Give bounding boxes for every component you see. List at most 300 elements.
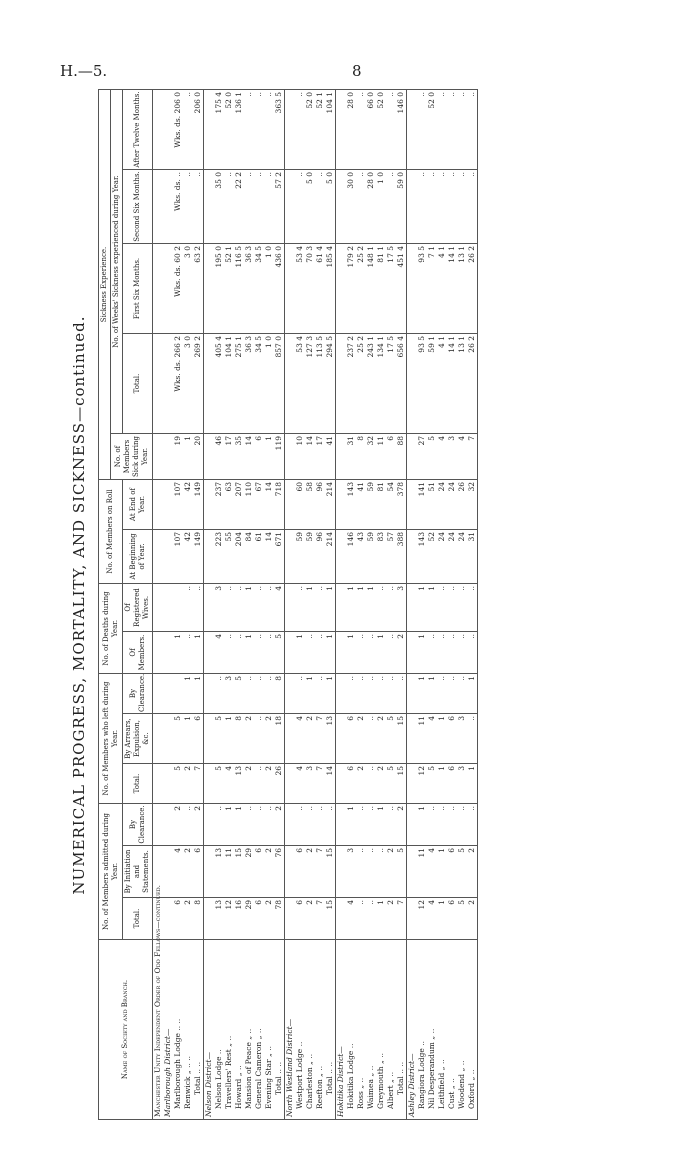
cell: .. [366, 804, 376, 846]
cell: 7 [467, 434, 478, 480]
cell: .. [315, 584, 325, 632]
cell: 4 [274, 584, 285, 632]
cell: 14 [325, 764, 336, 804]
section-row [163, 89, 173, 1119]
cell: 656 4 [396, 334, 407, 434]
cell [407, 170, 418, 244]
cell [407, 846, 418, 898]
row-label: Cust „ .. [447, 940, 457, 1120]
cell [336, 244, 347, 334]
cell: 14 [305, 434, 315, 480]
header-weeks-after: After Twelve Months. [123, 89, 153, 169]
cell: 1 [325, 632, 336, 674]
table-title: NUMERICAL PROGRESS, MORTALITY, AND SICKNESS—continued. [70, 315, 88, 895]
cell: 3 0 [183, 334, 193, 434]
cell [163, 898, 173, 940]
cell: .. [183, 584, 193, 632]
cell [153, 714, 164, 764]
cell [204, 89, 215, 169]
cell: .. [356, 674, 366, 714]
cell: 2 [193, 804, 204, 846]
cell: .. [264, 89, 274, 169]
cell: 4 [224, 764, 234, 804]
cell: 4 [427, 846, 437, 898]
cell: .. [254, 764, 264, 804]
cell: 35 [234, 434, 244, 480]
row-label: Manchester Unity Independent Order of Odd Fellows—continued. [153, 940, 164, 1120]
cell: 83 [376, 530, 386, 584]
cell: .. [356, 898, 366, 940]
cell: 7 [315, 846, 325, 898]
cell: 2 [264, 714, 274, 764]
cell: 35 0 [214, 170, 224, 244]
cell: 214 [325, 530, 336, 584]
cell: 24 [447, 530, 457, 584]
cell [204, 714, 215, 764]
cell: .. [305, 804, 315, 846]
cell: 4 1 [437, 244, 447, 334]
table-row [224, 89, 234, 1119]
cell: 53 4 [295, 334, 305, 434]
cell [204, 764, 215, 804]
cell: 3 [396, 584, 407, 632]
cell [407, 434, 418, 480]
cell: 1 [305, 674, 315, 714]
table-row [346, 89, 356, 1119]
row-label: Nil Desperandum „ .. [427, 940, 437, 1120]
cell [285, 714, 296, 764]
cell: 4 [427, 714, 437, 764]
cell [163, 804, 173, 846]
cell: 88 [396, 434, 407, 480]
cell: 12 [224, 898, 234, 940]
cell: 1 [346, 632, 356, 674]
cell: 8 [193, 898, 204, 940]
header-admitted-clearance: By Clearance. [123, 804, 153, 846]
cell: 78 [274, 898, 285, 940]
cell: 13 [214, 898, 224, 940]
cell [285, 530, 296, 584]
cell: .. [315, 804, 325, 846]
cell: 405 4 [214, 334, 224, 434]
cell: 718 [274, 480, 285, 530]
cell: .. [183, 632, 193, 674]
cell: .. [295, 674, 305, 714]
header-weeks-first: First Six Months. [123, 244, 153, 334]
cell: .. [386, 584, 396, 632]
cell: 36 3 [244, 244, 254, 334]
section-row [285, 89, 296, 1119]
cell: 41 [325, 434, 336, 480]
cell [336, 674, 347, 714]
row-label: Hokitika District— [336, 940, 347, 1120]
cell: 1 [356, 584, 366, 632]
cell: 24 [457, 530, 467, 584]
cell: 10 [295, 434, 305, 480]
cell [163, 584, 173, 632]
cell: .. [376, 674, 386, 714]
table-row [366, 89, 376, 1119]
cell: .. [305, 632, 315, 674]
cell: 15 [396, 764, 407, 804]
cell: 6 [346, 714, 356, 764]
cell: 207 [234, 480, 244, 530]
cell [336, 898, 347, 940]
cell: 6 [295, 846, 305, 898]
cell: 5 [214, 764, 224, 804]
cell: Wks. ds. 60 2 [173, 244, 183, 334]
cell: 1 [295, 632, 305, 674]
cell: 3 [214, 584, 224, 632]
cell: .. [376, 584, 386, 632]
cell [163, 244, 173, 334]
table-row [447, 89, 457, 1119]
cell: .. [447, 584, 457, 632]
cell: 179 2 [346, 244, 356, 334]
cell [285, 804, 296, 846]
cell: 5 [173, 714, 183, 764]
cell: .. [417, 89, 427, 169]
cell: 2 [183, 846, 193, 898]
cell: 2 [396, 632, 407, 674]
cell: .. [376, 846, 386, 898]
cell [153, 674, 164, 714]
cell: 6 [173, 898, 183, 940]
cell: 1 [173, 632, 183, 674]
cell: .. [437, 584, 447, 632]
cell [153, 334, 164, 434]
row-label: Hokitika Lodge .. [346, 940, 356, 1120]
cell: 31 [467, 530, 478, 584]
cell [285, 764, 296, 804]
cell: 671 [274, 530, 285, 584]
cell: 146 0 [396, 89, 407, 169]
cell: 81 [376, 480, 386, 530]
cell: 7 1 [427, 244, 437, 334]
cell: 3 [447, 434, 457, 480]
total-row [193, 89, 204, 1119]
cell: .. [254, 804, 264, 846]
cell [204, 846, 215, 898]
cell: 11 [417, 714, 427, 764]
cell [204, 244, 215, 334]
cell: .. [447, 170, 457, 244]
cell [407, 584, 418, 632]
cell: 1 [183, 714, 193, 764]
cell: 1 [224, 804, 234, 846]
cell: 243 1 [366, 334, 376, 434]
cell: 116 5 [234, 244, 244, 334]
cell: 6 [193, 714, 204, 764]
total-row [396, 89, 407, 1119]
cell: .. [264, 170, 274, 244]
cell: .. [254, 170, 264, 244]
cell: 204 [234, 530, 244, 584]
cell: 31 [346, 434, 356, 480]
cell: 3 0 [183, 244, 193, 334]
cell [163, 714, 173, 764]
row-label: Ashley District— [407, 940, 418, 1120]
cell: .. [366, 714, 376, 764]
cell: 1 [437, 714, 447, 764]
cell: .. [437, 89, 447, 169]
row-label: Reefton „ .. [315, 940, 325, 1120]
cell: 32 [467, 480, 478, 530]
cell: 7 [396, 898, 407, 940]
cell: 24 [447, 480, 457, 530]
cell: Wks. ds. 206 0 [173, 89, 183, 169]
table-row [427, 89, 437, 1119]
cell: 1 [417, 804, 427, 846]
row-label: Evening Star „ .. [264, 940, 274, 1120]
cell [285, 480, 296, 530]
cell: 63 [224, 480, 234, 530]
cell [285, 632, 296, 674]
row-label: Oxford „ .. [467, 940, 478, 1120]
cell: 41 [356, 480, 366, 530]
cell: 2 [173, 804, 183, 846]
cell [153, 170, 164, 244]
cell: 2 [305, 846, 315, 898]
cell: 1 [417, 632, 427, 674]
cell [204, 334, 215, 434]
cell: 6 [254, 846, 264, 898]
cell: .. [386, 170, 396, 244]
table-body [153, 89, 478, 1119]
cell: 7 [193, 764, 204, 804]
cell [285, 434, 296, 480]
cell: 27 [417, 434, 427, 480]
table-row [183, 89, 193, 1119]
cell [285, 898, 296, 940]
cell [407, 714, 418, 764]
cell: .. [315, 170, 325, 244]
cell: 2 [376, 764, 386, 804]
cell: .. [214, 674, 224, 714]
cell: 5 [274, 632, 285, 674]
cell [163, 632, 173, 674]
cell: .. [295, 804, 305, 846]
cell: 52 1 [224, 244, 234, 334]
cell: 2 [467, 898, 478, 940]
cell: 17 5 [386, 334, 396, 434]
cell: 1 [325, 584, 336, 632]
cell: 195 0 [214, 244, 224, 334]
cell: 1 0 [264, 244, 274, 334]
cell: 66 0 [366, 89, 376, 169]
cell: 1 [325, 674, 336, 714]
cell [407, 530, 418, 584]
cell: 1 [244, 584, 254, 632]
table-row [315, 89, 325, 1119]
cell: 149 [193, 480, 204, 530]
cell: 25 2 [356, 334, 366, 434]
cell: .. [224, 170, 234, 244]
row-label: Mansion of Peace „ .. [244, 940, 254, 1120]
cell: 1 [346, 584, 356, 632]
cell: .. [386, 804, 396, 846]
cell: .. [447, 89, 457, 169]
cell: .. [356, 170, 366, 244]
cell: 59 0 [396, 170, 407, 244]
cell: 51 [427, 480, 437, 530]
cell: .. [264, 804, 274, 846]
cell: 46 [214, 434, 224, 480]
cell [163, 89, 173, 169]
table-row [214, 89, 224, 1119]
table-row [173, 89, 183, 1119]
row-label: Marlborough District— [163, 940, 173, 1120]
cell: 5 [427, 764, 437, 804]
table-row [305, 89, 315, 1119]
header-left: No. of Members who left during Year. [99, 674, 123, 804]
cell: .. [467, 632, 478, 674]
cell: 206 0 [193, 89, 204, 169]
cell [163, 764, 173, 804]
cell: .. [437, 170, 447, 244]
cell: 1 [427, 584, 437, 632]
cell: 3 [457, 764, 467, 804]
row-label: Waimea „ .. [366, 940, 376, 1120]
cell: 30 0 [346, 170, 356, 244]
header-sickness: Sickness Experience. [99, 89, 111, 479]
cell [407, 804, 418, 846]
cell: 1 [376, 632, 386, 674]
cell [336, 804, 347, 846]
cell [163, 434, 173, 480]
cell: .. [254, 584, 264, 632]
cell [204, 434, 215, 480]
cell: 93 5 [417, 334, 427, 434]
cell: 1 [366, 584, 376, 632]
header-admitted-initiation: By Initiation and Statements. [123, 846, 153, 898]
cell: 11 [224, 846, 234, 898]
cell: 388 [396, 530, 407, 584]
row-label: Rangiora Lodge .. [417, 940, 427, 1120]
cell: .. [386, 674, 396, 714]
cell: 28 0 [346, 89, 356, 169]
cell: 63 2 [193, 244, 204, 334]
cell: 436 0 [274, 244, 285, 334]
cell: 96 [315, 530, 325, 584]
cell: 15 [325, 898, 336, 940]
cell: 17 [315, 434, 325, 480]
cell: 214 [325, 480, 336, 530]
row-label: Greymouth „ .. [376, 940, 386, 1120]
cell [153, 244, 164, 334]
header-sick-members: No. of Members Sick during Year. [111, 434, 153, 480]
cell [204, 584, 215, 632]
cell: .. [295, 170, 305, 244]
cell: 1 [305, 584, 315, 632]
cell [336, 530, 347, 584]
cell: 2 [305, 898, 315, 940]
cell: 5 [386, 714, 396, 764]
cell [204, 898, 215, 940]
cell [163, 846, 173, 898]
cell: .. [244, 89, 254, 169]
cell: 1 0 [264, 334, 274, 434]
table-row [295, 89, 305, 1119]
cell: .. [295, 89, 305, 169]
cell [153, 584, 164, 632]
cell: 2 [264, 898, 274, 940]
header-roll-end: At End of Year. [123, 480, 153, 530]
cell [153, 480, 164, 530]
rotated-table-area [70, 90, 680, 1120]
cell: 14 [264, 530, 274, 584]
cell: 294 5 [325, 334, 336, 434]
cell: 36 3 [244, 334, 254, 434]
cell: 18 [274, 714, 285, 764]
cell [336, 714, 347, 764]
cell: 1 [264, 434, 274, 480]
cell: .. [427, 632, 437, 674]
header-admitted-total: Total. [123, 898, 153, 940]
cell: 1 [244, 632, 254, 674]
cell: 26 [457, 480, 467, 530]
cell: 1 [417, 584, 427, 632]
cell [285, 584, 296, 632]
cell: .. [315, 632, 325, 674]
table-row [457, 89, 467, 1119]
cell: 8 [274, 674, 285, 714]
cell: 2 [467, 846, 478, 898]
cell [173, 584, 183, 632]
section-row [407, 89, 418, 1119]
cell: 59 [366, 530, 376, 584]
cell: 12 [417, 764, 427, 804]
header-left-arrears: By Arrears, Expulsion, &c. [123, 714, 153, 764]
cell: .. [193, 170, 204, 244]
cell: 2 [386, 898, 396, 940]
row-label: Total .. .. [274, 940, 285, 1120]
cell: 110 [244, 480, 254, 530]
cell: 3 [457, 714, 467, 764]
cell: 1 [376, 804, 386, 846]
cell: .. [467, 584, 478, 632]
table-row [254, 89, 264, 1119]
cell: 4 [437, 434, 447, 480]
cell: 4 [295, 764, 305, 804]
cell: 1 [417, 674, 427, 714]
header-deaths-members: Of Members. [123, 632, 153, 674]
cell [153, 434, 164, 480]
cell: 70 3 [305, 244, 315, 334]
cell: 119 [274, 434, 285, 480]
cell: 6 [386, 434, 396, 480]
cell: 52 0 [224, 89, 234, 169]
cell: 5 [386, 764, 396, 804]
row-label: Nelson Lodge .. [214, 940, 224, 1120]
cell [407, 898, 418, 940]
total-row [274, 89, 285, 1119]
cell: 26 [274, 764, 285, 804]
cell: 26 2 [467, 244, 478, 334]
cell: 2 [305, 714, 315, 764]
cell: 12 [417, 898, 427, 940]
cell: 4 [427, 898, 437, 940]
cell [407, 334, 418, 434]
cell: 2 [274, 804, 285, 846]
cell: .. [366, 632, 376, 674]
cell: .. [437, 674, 447, 714]
cell: 15 [234, 846, 244, 898]
cell: 52 1 [315, 89, 325, 169]
cell: 146 [346, 530, 356, 584]
cell [285, 170, 296, 244]
cell: 5 [457, 846, 467, 898]
